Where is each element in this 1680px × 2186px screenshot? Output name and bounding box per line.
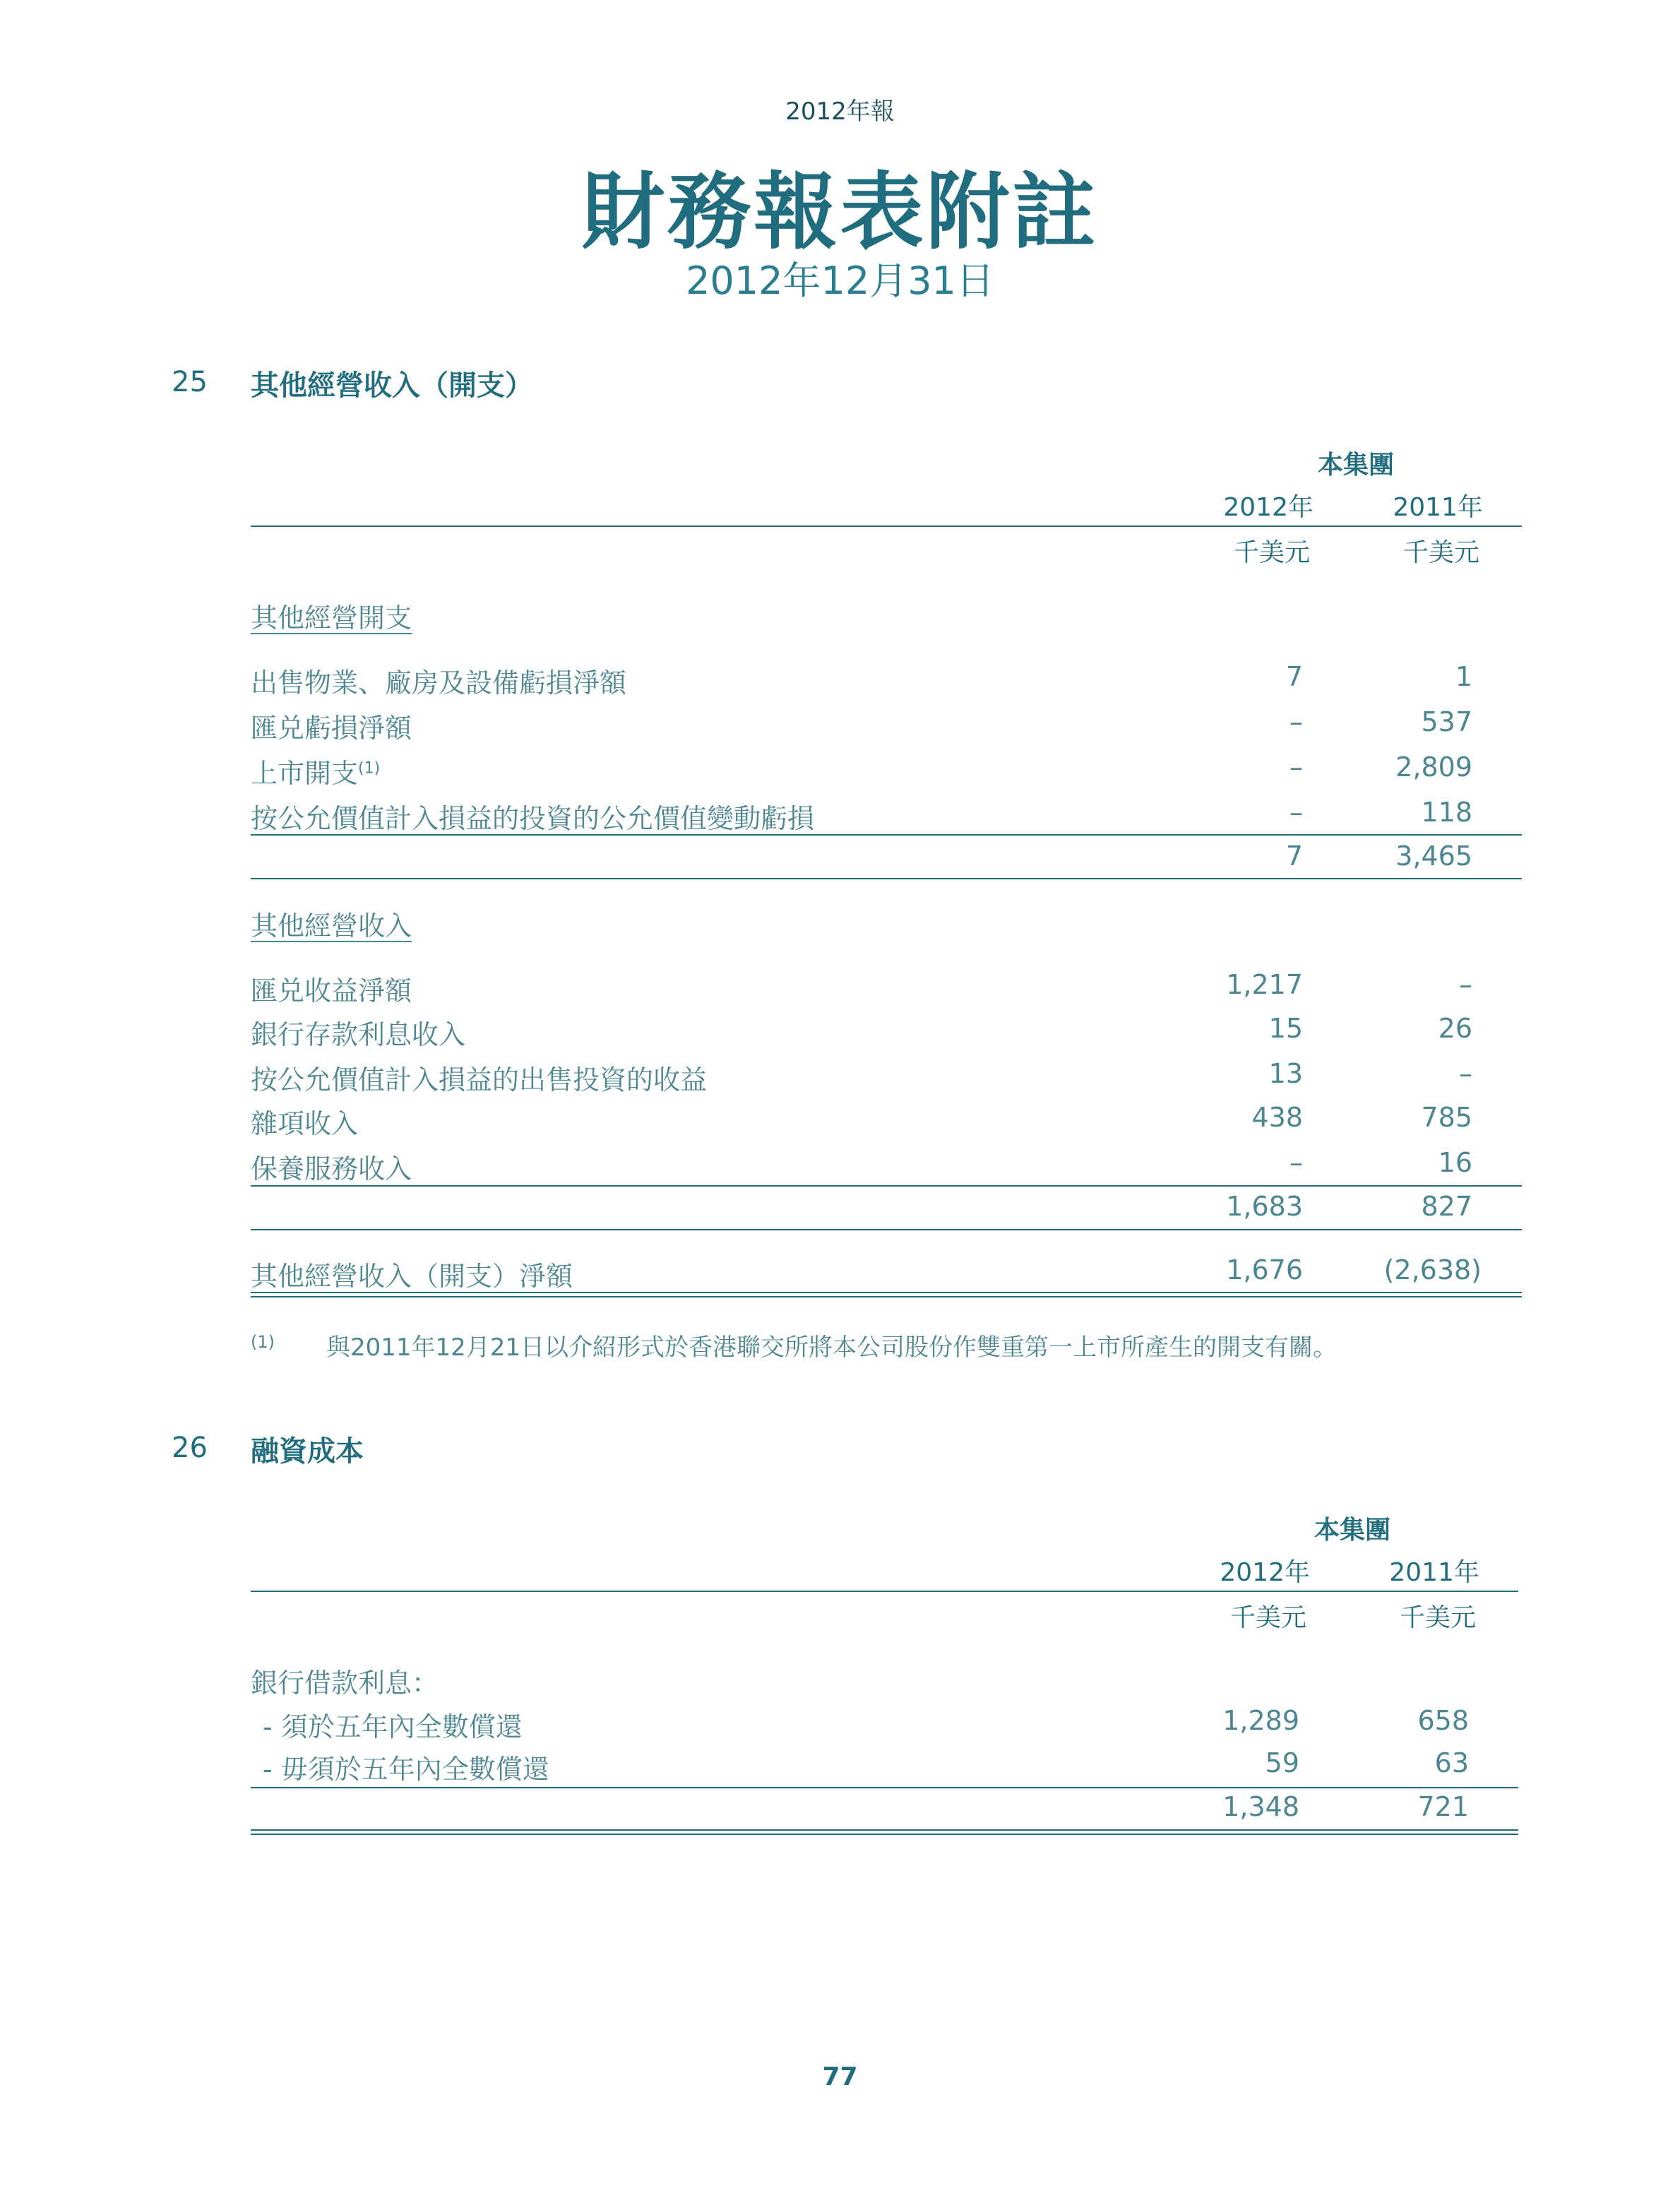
income-row-2011: 26 <box>1438 1013 1472 1044</box>
finance-cost-row-2012: 59 <box>1265 1747 1299 1778</box>
note-25-year-2012: 2012年 <box>1223 493 1313 522</box>
income-row-2011: 16 <box>1438 1147 1472 1178</box>
page-number: 77 <box>822 2062 858 2091</box>
finance-cost-row-2011: 658 <box>1417 1705 1469 1736</box>
listing-expense-label: 上市開支 <box>251 758 359 789</box>
net-row-label: 其他經營收入（開支）淨額 <box>251 1261 573 1292</box>
page-title: 財務報表附註 <box>581 163 1099 261</box>
expense-row-2011: 2,809 <box>1395 752 1472 783</box>
income-row-2012: – <box>1289 1147 1303 1178</box>
expenses-total-2011: 3,465 <box>1395 840 1472 872</box>
income-row-2011: – <box>1459 1058 1472 1089</box>
finance-cost-row-2012: 1,289 <box>1222 1705 1299 1736</box>
income-row-2011: – <box>1459 969 1472 1000</box>
page-date: 2012年12月31日 <box>686 259 994 303</box>
expenses-heading: 其他經營開支 <box>251 602 412 634</box>
expense-row-2012: – <box>1289 797 1303 828</box>
expenses-subtotal-rule <box>251 834 1522 836</box>
finance-cost-row-label: - 須於五年內全數償還 <box>263 1711 523 1742</box>
expense-row-label: 按公允價值計入損益的投資的公允價值變動虧損 <box>251 803 815 834</box>
bank-loan-interest-heading: 銀行借款利息： <box>251 1668 439 1699</box>
finance-cost-double-rule <box>251 1829 1518 1835</box>
finance-cost-row-2011: 63 <box>1434 1747 1469 1778</box>
income-row-2012: 1,217 <box>1226 969 1303 1000</box>
expense-row-label <box>251 752 380 790</box>
income-total-2012: 1,683 <box>1226 1191 1303 1222</box>
expense-row-label: 出售物業、廠房及設備虧損淨額 <box>251 667 627 699</box>
note-25-unit-2011: 千美元 <box>1402 538 1479 567</box>
expense-row-2012: – <box>1289 752 1303 783</box>
income-subtotal-rule <box>251 1185 1522 1187</box>
note-26-header-rule <box>251 1591 1518 1592</box>
note-26-unit-2012: 千美元 <box>1229 1603 1306 1632</box>
net-double-rule <box>251 1292 1522 1297</box>
expense-row-2012: – <box>1289 706 1303 737</box>
expenses-total-rule <box>251 878 1522 879</box>
note-25-title: 其他經營收入（開支） <box>251 369 533 402</box>
income-row-2012: 13 <box>1268 1058 1303 1089</box>
income-total-2011: 827 <box>1421 1191 1472 1222</box>
expense-row-2012: 7 <box>1285 661 1303 692</box>
note-25-group-header: 本集團 <box>1317 451 1394 480</box>
expenses-total-2012: 7 <box>1285 840 1303 872</box>
note-26-unit-2011: 千美元 <box>1399 1603 1476 1632</box>
note-25-year-2011: 2011年 <box>1393 493 1483 522</box>
note-26-title: 融資成本 <box>251 1435 364 1468</box>
income-row-2012: 15 <box>1268 1013 1303 1044</box>
note-25-header-rule <box>251 525 1522 527</box>
net-2011: (2,638) <box>1383 1254 1482 1285</box>
report-year-header: 2012年報 <box>785 97 895 126</box>
finance-cost-subtotal-rule <box>251 1787 1518 1788</box>
note-25-unit-2012: 千美元 <box>1233 538 1310 567</box>
income-total-rule <box>251 1229 1522 1230</box>
expense-row-2011: 1 <box>1455 661 1472 692</box>
income-row-label: 按公允價值計入損益的出售投資的收益 <box>251 1064 708 1095</box>
income-row-2012: 438 <box>1251 1102 1303 1133</box>
note-26-number: 26 <box>172 1432 208 1464</box>
footnote-text: 與2011年12月21日以介紹形式於香港聯交所將本公司股份作雙重第一上市所產生的開支有關。 <box>326 1333 1338 1362</box>
finance-cost-total-2012: 1,348 <box>1222 1791 1299 1822</box>
expense-row-2011: 537 <box>1421 706 1472 737</box>
income-row-label: 保養服務收入 <box>251 1153 412 1184</box>
note-26-year-2011: 2011年 <box>1389 1558 1479 1587</box>
income-row-2011: 785 <box>1421 1102 1472 1133</box>
income-heading: 其他經營收入 <box>251 910 412 941</box>
expense-row-2011: 118 <box>1421 797 1472 828</box>
finance-cost-total-2011: 721 <box>1417 1791 1469 1822</box>
expense-row-label: 匯兑虧損淨額 <box>251 713 412 744</box>
note-26-group-header: 本集團 <box>1313 1516 1390 1545</box>
net-2012: 1,676 <box>1226 1254 1303 1285</box>
finance-cost-row-label: - 毋須於五年內全數償還 <box>263 1754 549 1785</box>
income-row-label: 雜項收入 <box>251 1108 359 1139</box>
income-row-label: 銀行存款利息收入 <box>251 1019 466 1050</box>
footnote-mark: (1) <box>251 1332 275 1352</box>
note-25-number: 25 <box>172 366 208 398</box>
footnote-ref: (1) <box>358 759 381 778</box>
income-row-label: 匯兑收益淨額 <box>251 975 412 1006</box>
note-26-year-2012: 2012年 <box>1220 1558 1310 1587</box>
